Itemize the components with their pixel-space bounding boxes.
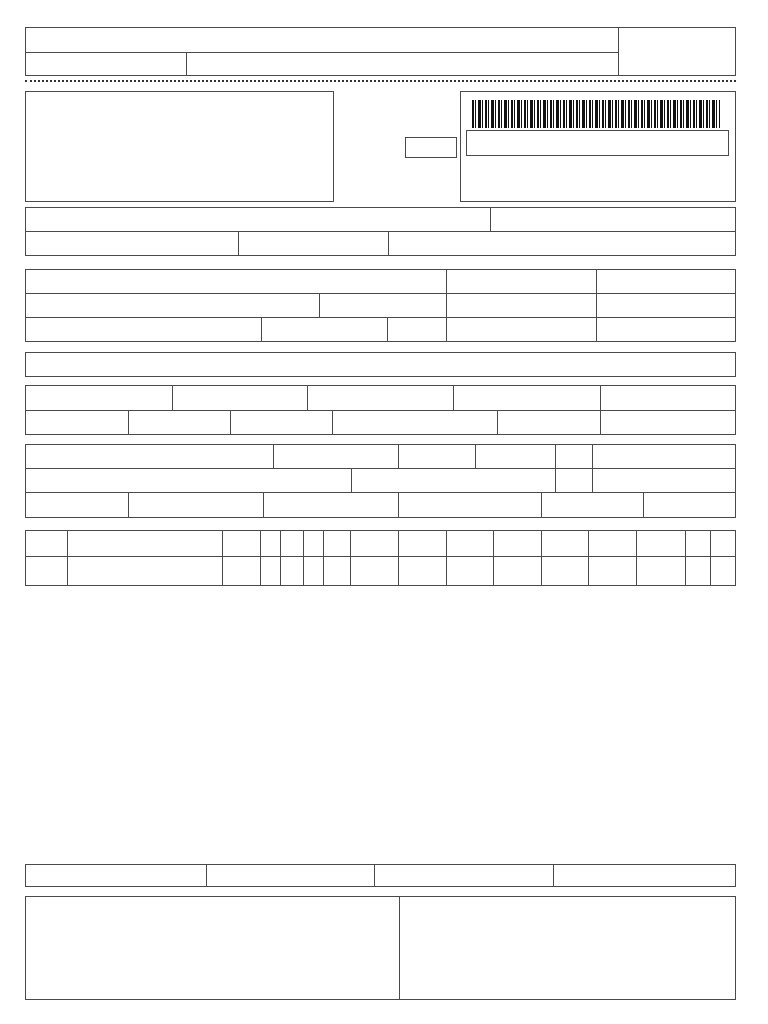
tax-base-field [25, 385, 173, 411]
zip-field [446, 293, 597, 318]
other-expenses-field [332, 410, 498, 435]
exit-date-field [596, 293, 736, 318]
table-header-cell [350, 530, 399, 557]
products-total-field [600, 385, 736, 411]
freight-mode-field [273, 444, 399, 469]
table-row-cell [541, 556, 589, 586]
barcode-icon [472, 100, 720, 128]
table-row-cell [588, 556, 637, 586]
table-row-cell [446, 556, 494, 586]
recipient-registration-field [446, 317, 597, 342]
header-corner-box [618, 27, 736, 76]
antt-code-field [398, 444, 476, 469]
insurance-field [128, 410, 231, 435]
table-row-cell [398, 556, 447, 586]
tax-value-field [172, 385, 308, 411]
species-field [128, 492, 264, 518]
substitute-registration-field [238, 231, 389, 256]
table-header-cell [303, 530, 324, 557]
table-row-cell [685, 556, 711, 586]
uf-field [387, 317, 447, 342]
access-key-field [466, 130, 729, 156]
document-type-box [405, 137, 457, 158]
carrier-name-field [25, 444, 274, 469]
numbering-field [398, 492, 542, 518]
invoice-total-field [600, 410, 736, 435]
recipient-id-field [446, 269, 597, 294]
st-base-field [307, 385, 454, 411]
table-header-cell [280, 530, 304, 557]
header-field-2 [186, 52, 619, 76]
table-row-cell [222, 556, 261, 586]
table-row-cell [260, 556, 281, 586]
cut-line [25, 80, 736, 82]
carrier-tax-id-field [592, 444, 736, 469]
operation-field [25, 207, 491, 232]
table-header-cell [25, 530, 68, 557]
table-row-cell [25, 556, 68, 586]
table-header-cell [685, 530, 711, 557]
phone-field [261, 317, 388, 342]
services-total-field [206, 864, 375, 887]
protocol-field [490, 207, 736, 232]
exit-time-field [596, 317, 736, 342]
table-header-cell [323, 530, 351, 557]
invoice-bar [25, 352, 736, 377]
table-row-cell [493, 556, 542, 586]
table-header-cell [260, 530, 281, 557]
additional-info-box [25, 896, 400, 1000]
table-header-cell [588, 530, 637, 557]
tax-id-field [388, 231, 736, 256]
carrier-registration-field [592, 468, 736, 493]
table-header-cell [67, 530, 223, 557]
table-row-cell [67, 556, 223, 586]
table-header-cell [398, 530, 447, 557]
freight-field [25, 410, 129, 435]
st-value-field [453, 385, 601, 411]
table-header-cell [541, 530, 589, 557]
table-header-cell [446, 530, 494, 557]
carrier-uf-field [555, 468, 593, 493]
recipient-name-field [25, 269, 447, 294]
iss-base-field [374, 864, 554, 887]
plate-field [475, 444, 556, 469]
table-header-cell [222, 530, 261, 557]
header-field-1 [25, 52, 187, 76]
header-title-field [25, 27, 619, 53]
quantity-field [25, 492, 129, 518]
table-row-cell [636, 556, 686, 586]
issuer-address-box [25, 91, 334, 202]
table-row-cell [303, 556, 324, 586]
municipal-registration-field [25, 864, 207, 887]
table-row-cell [350, 556, 399, 586]
table-header-cell [493, 530, 542, 557]
discount-field [230, 410, 333, 435]
ipi-field [497, 410, 601, 435]
table-header-cell [636, 530, 686, 557]
city-field [25, 317, 262, 342]
brand-field [263, 492, 399, 518]
carrier-address-field [25, 468, 352, 493]
iss-value-field [553, 864, 736, 887]
reserved-fisco-box [399, 896, 736, 1000]
net-weight-field [643, 492, 736, 518]
table-row-cell [710, 556, 736, 586]
table-row-cell [280, 556, 304, 586]
table-header-cell [710, 530, 736, 557]
gross-weight-field [541, 492, 644, 518]
plate-uf-field [555, 444, 593, 469]
recipient-address-field [25, 293, 320, 318]
district-field [319, 293, 447, 318]
state-registration-field [25, 231, 239, 256]
table-row-cell [323, 556, 351, 586]
carrier-city-field [351, 468, 556, 493]
issue-date-field [596, 269, 736, 294]
